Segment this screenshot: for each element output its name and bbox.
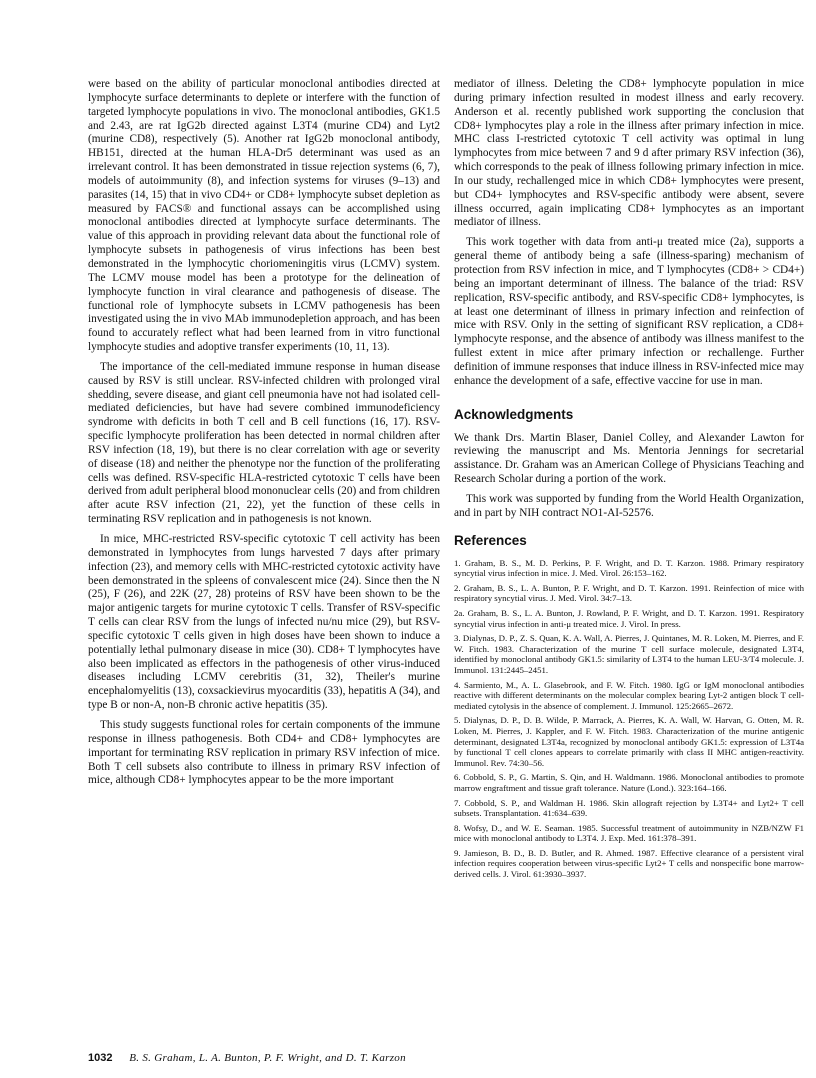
body-paragraph: The importance of the cell-mediated immune response in human disease caused by RSV is still unclear. RSV-infected children with prolonged viral shedding, severe disease, and giant cell pneumonia have not had isolated cell-mediated deficiencies, but have had severe combined immunodeficiency syndrome with deficits in both T cell and B cell functions (16, 17). RSV-specific lymphocyte proliferation has been detected in normal children after RSV infection (18, 19), but there is no clear correlation with age or severity of disease (18) and neither the phenotype nor the function of the proliferating cells was defined. RSV-specific HLA-restricted cytotoxic T cells have been derived from adult peripheral blood mononuclear cells (20) and from children after acute RSV infection (21, 22), yet the function of these cells in terminating RSV replication and in pathogenesis is not known.	[88, 360, 440, 526]
running-authors: B. S. Graham, L. A. Bunton, P. F. Wright, and D. T. Karzon	[129, 1052, 406, 1064]
reference-item: 7. Cobbold, S. P., and Waldman H. 1986. Skin allograft rejection by L3T4+ and Lyt2+ T cell subsets. Transplantation. 41:634–639.	[454, 797, 804, 819]
reference-item: 3. Dialynas, D. P., Z. S. Quan, K. A. Wall, A. Pierres, J. Quintanes, M. R. Loken, M. Pierres, and F. W. Fitch. 1983. Characterization of the murine T cell surface molecule, designated L3T4, identified by monoclonal antibody GK1.5: similarity of L3T4 to the human LEU-3/T4 molecule. J. Immunol. 131:2445–2451.	[454, 633, 804, 675]
reference-item: 2a. Graham, B. S., L. A. Bunton, J. Rowland, P. F. Wright, and D. T. Karzon. 1991. Respiratory syncytial virus infection in anti-μ treated mice. J. Virol. In press.	[454, 608, 804, 629]
body-paragraph: This work together with data from anti-μ treated mice (2a), supports a general theme of antibody being a safe (illness-sparing) mechanism of protection from RSV infection in mice, and T lymphocytes (CD8+ > CD4+) being an important determinant of illness. The balance of the triad: RSV replication, RSV-specific antibody, and RSV-specific CD8+ lymphocytes, is at least one determinant of illness in primary infection and reinfection of mice with RSV. Only in the setting of significant RSV replication, a CD8+ lymphocyte response, and the absence of antibody was illness manifest to the fullest extent in mice after primary infection or rechallenge. Further definition of immune responses that induce illness in RSV-infected mice may enhance the development of a safe, effective vaccine for use in man.	[454, 236, 804, 387]
reference-item: 6. Cobbold, S. P., G. Martin, S. Qin, and H. Waldmann. 1986. Monoclonal antibodies to promote marrow engraftment and tissue graft tolerance. Nature (Lond.). 323:164–166.	[454, 772, 804, 793]
page-number: 1032	[88, 1052, 113, 1064]
reference-item: 2. Graham, B. S., L. A. Bunton, P. F. Wright, and D. T. Karzon. 1991. Reinfection of mice with respiratory syncytial virus. J. Med. Virol. 34:7–13.	[454, 582, 804, 604]
page-footer	[88, 1052, 406, 1064]
reference-list	[454, 558, 804, 880]
right-column	[454, 78, 804, 884]
acknowledgments-paragraph: This work was supported by funding from the World Health Organization, and in part by NIH contract NO1-AI-52576.	[454, 492, 804, 519]
left-column	[88, 78, 440, 794]
body-paragraph: In mice, MHC-restricted RSV-specific cytotoxic T cell activity has been demonstrated in lymphocytes from lungs harvested 7 days after primary infection (23), and memory cells with MHC-restricted cytotoxic activity have been demonstrated in the spleens of convalescent mice (24). Since then the N (25), F (26), and 22K (27, 28) proteins of RSV have been shown to be the major antigenic targets for murine cytotoxic T cells. Transfer of RSV-specific T cells can clear RSV from the lungs of infected nu/nu mice (29), but RSV-specific cytotoxic T cells given in high doses have been shown to induce a potentially lethal pulmonary disease in mice (30). CD8+ T lymphocytes have also been implicated as effectors in the pathogenesis of other virus-induced diseases including LCMV cerebritis (31, 32), Theiler's murine encephalomyelitis (13), coxsackievirus myocarditis (33), hepatitis A (34), and type B or non-A, non-B chronic active hepatitis (35).	[88, 533, 440, 712]
reference-item: 4. Sarmiento, M., A. L. Glasebrook, and F. W. Fitch. 1980. IgG or IgM monoclonal antibodies reactive with different determinants on the molecular complex bearing Lyt-2 antigen block T cell-mediated cytolysis in the absence of complement. J. Immunol. 125:2665–2672.	[454, 679, 804, 711]
reference-item: 8. Wofsy, D., and W. E. Seaman. 1985. Successful treatment of autoimmunity in NZB/NZW F1 mice with monoclonal antibody to L3T4. J. Exp. Med. 161:378–391.	[454, 822, 804, 844]
reference-item: 1. Graham, B. S., M. D. Perkins, P. F. Wright, and D. T. Karzon. 1988. Primary respiratory syncytial virus infection in mice. J. Med. Virol. 26:153–162.	[454, 557, 804, 579]
body-paragraph: mediator of illness. Deleting the CD8+ lymphocyte population in mice during primary infection resulted in modest illness and early recovery. Anderson et al. recently published work supporting the conclusion that CD8+ lymphocytes play a role in the illness after primary infection in mice. MHC class I-restricted cytotoxic T cell activity was optimal in lung lymphocytes from mice between 7 and 9 d after primary RSV infection (36), which corresponds to the peak of illness following primary infection in mice. In our study, rechallenged mice in which CD8+ lymphocytes were present, but CD4+ lymphocytes and RSV-specific antibody were absent, severe illness occurred, again implicating CD8+ lymphocytes as an important mediator of illness.	[454, 78, 804, 229]
body-paragraph: were based on the ability of particular monoclonal antibodies directed at lymphocyte surface determinants to deplete or interfere with the function of targeted lymphocyte populations in vivo. The monoclonal antibodies, GK1.5 and 2.43, are rat IgG2b directed against L3T4 (murine CD4) and Lyt2 (murine CD8), respectively (5). Another rat IgG2b monoclonal antibody, HB151, directed at the human HLA-Dr5 determinant was used as an irrelevant control. It has been demonstrated in tissue rejection systems (6, 7), models of autoimmunity (8), and infection systems for viruses (9–13) and parasites (14, 15) that in vivo CD4+ or CD8+ lymphocyte subset depletion as measured by FACS® and functional assays can be accomplished using monoclonal antibodies directed at lymphocyte surface determinants. The value of this approach in providing relevant data about the functional role of lymphocyte subsets in pathogenesis of virus infections has been best demonstrated in the lymphocytic choriomeningitis virus (LCMV) system. The LCMV mouse model has been a prototype for the delineation of lymphocyte function in viral clearance and pathogenesis of disease. The functional role of lymphocyte subsets in LCMV pathogenesis has been investigated using the in vivo MAb immunodepletion approach, and has been found to accurately reflect what had been learned from in vitro functional lymphocyte studies and adoptive transfer experiments (10, 11, 13).	[88, 78, 440, 354]
body-paragraph: This study suggests functional roles for certain components of the immune response in illness pathogenesis. Both CD4+ and CD8+ lymphocytes are important for terminating RSV replication in primary RSV infection of mice. Both T cell subsets also contribute to illness in primary RSV infection of mice, although CD8+ lymphocytes appear to be the more important	[88, 718, 440, 787]
acknowledgments-heading: Acknowledgments	[454, 406, 574, 422]
reference-item: 9. Jamieson, B. D., B. D. Butler, and R. Ahmed. 1987. Effective clearance of a persistent viral infection requires cooperation between virus-specific Lyt2+ T cells and nonspecific bone marrow-derived cells. J. Virol. 61:3930–3937.	[454, 847, 804, 880]
references-heading: References	[454, 532, 527, 548]
acknowledgments-paragraph: We thank Drs. Martin Blaser, Daniel Colley, and Alexander Lawton for reviewing the manuscript and Ms. Mentoria Jennings for secretarial assistance. Dr. Graham was an American College of Physicians Teaching and Research Scholar during a portion of the work.	[454, 431, 804, 486]
reference-item: 5. Dialynas, D. P., D. B. Wilde, P. Marrack, A. Pierres, K. A. Wall, W. Harvan, G. Otten, M. R. Loken, M. Pierres, J. Kappler, and F. W. Fitch. 1983. Characterization of the murine antigenic determinant, designated L3T4a, recognized by monoclonal antibody GK1.5: expression of L3T4a by functional T cell clones appears to correlate primarily with class II MHC antigen-reactivity. Immunol. Rev. 74:30–56.	[454, 715, 804, 768]
